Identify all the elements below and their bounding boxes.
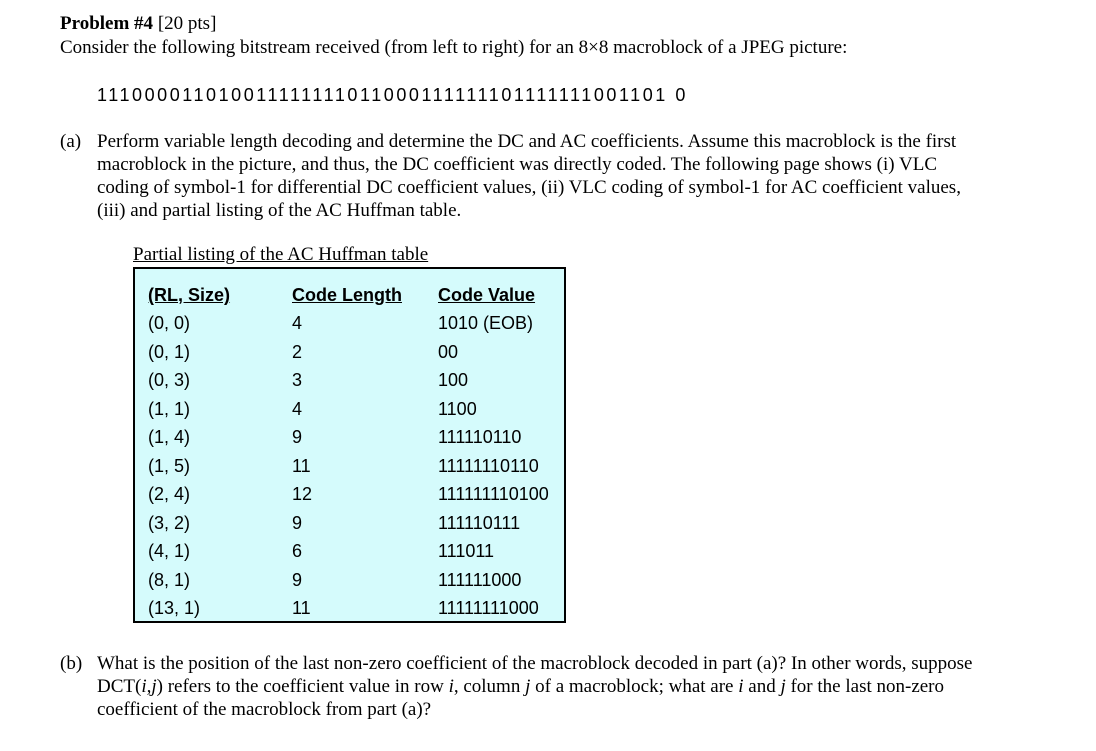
part-a-line: (iii) and partial listing of the AC Huffman table. [97, 200, 462, 221]
table-row [135, 312, 564, 340]
table-row [135, 597, 564, 625]
cell-code-length: 6 [292, 541, 303, 561]
cell-code-length: 11 [292, 456, 311, 476]
text-run: and [743, 676, 781, 697]
cell-code-value: 111110111 [438, 513, 521, 533]
table-row [135, 455, 564, 483]
cell-rl-size: (3, 2) [148, 513, 191, 533]
column-header-code-value: Code Value [438, 285, 536, 305]
table-row [135, 569, 564, 597]
cell-code-length: 12 [292, 484, 313, 504]
cell-code-value: 11111111000 [438, 598, 539, 618]
cell-code-value: 111111000 [438, 570, 522, 590]
index-i: i [738, 676, 744, 697]
cell-rl-size: (1, 5) [148, 456, 191, 476]
problem-label: Problem #4 [60, 13, 154, 34]
text-run: , column [453, 676, 526, 697]
problem-title [60, 13, 216, 35]
cell-code-value: 100 [438, 370, 469, 390]
part-b-line [97, 675, 1037, 698]
table-row [135, 341, 564, 369]
part-a-line: Perform variable length decoding and determine the DC and AC coefficients. Assume this macroblock is the first [97, 131, 957, 152]
cell-code-length: 9 [292, 513, 303, 533]
table-row [135, 398, 564, 426]
part-a-text [97, 130, 1037, 222]
cell-code-value: 11111110110 [438, 456, 539, 476]
column-header-rl-size: (RL, Size) [148, 285, 231, 305]
column-header-code-length: Code Length [292, 285, 402, 305]
cell-code-value: 111111110100 [438, 484, 549, 504]
text-run: ) refers to the coefficient value in row [156, 676, 449, 697]
table-row [135, 426, 564, 454]
cell-code-value: 111110110 [438, 427, 522, 447]
cell-code-value: 1010 (EOB) [438, 313, 534, 333]
cell-code-length: 4 [292, 399, 303, 419]
cell-code-length: 4 [292, 313, 303, 333]
cell-rl-size: (1, 4) [148, 427, 191, 447]
cell-rl-size: (0, 3) [148, 370, 191, 390]
table-row [135, 512, 564, 540]
table-row [135, 369, 564, 397]
cell-rl-size: (2, 4) [148, 484, 191, 504]
text-run: for the last non-zero [785, 676, 945, 697]
cell-code-length: 9 [292, 427, 303, 447]
cell-code-length: 9 [292, 570, 303, 590]
text-run: DCT( [97, 676, 142, 697]
part-a-line: macroblock in the picture, and thus, the DC coefficient was directly coded. The following page shows (i) VLC [97, 154, 938, 175]
index-j: j [780, 676, 786, 697]
table-row [135, 540, 564, 568]
cell-code-value: 1100 [438, 399, 477, 419]
cell-rl-size: (0, 0) [148, 313, 191, 333]
cell-rl-size: (0, 1) [148, 342, 191, 362]
part-b-line: coefficient of the macroblock from part (a)? [97, 699, 432, 720]
cell-code-length: 11 [292, 598, 311, 618]
table-caption: Partial listing of the AC Huffman table [133, 244, 429, 265]
part-a-label: (a) [60, 131, 82, 152]
part-b-line: What is the position of the last non-zero coefficient of the macroblock decoded in part (a)? In other words, suppose [97, 653, 973, 674]
cell-code-value: 111011 [438, 541, 495, 561]
part-b-label: (b) [60, 653, 83, 674]
part-b-text [97, 652, 1037, 721]
cell-rl-size: (4, 1) [148, 541, 191, 561]
cell-code-length: 2 [292, 342, 303, 362]
cell-rl-size: (13, 1) [148, 598, 201, 618]
cell-code-value: 00 [438, 342, 459, 362]
part-a-line: coding of symbol-1 for differential DC coefficient values, (ii) VLC coding of symbol-1 for AC coefficient values, [97, 177, 961, 198]
table-row [135, 483, 564, 511]
index-i: i [448, 676, 454, 697]
cell-rl-size: (1, 1) [148, 399, 191, 419]
problem-points: [20 pts] [153, 13, 217, 34]
text-run: of a macroblock; what are [530, 676, 739, 697]
index-j: j [525, 676, 531, 697]
ac-huffman-table [133, 267, 566, 623]
cell-rl-size: (8, 1) [148, 570, 191, 590]
index-ij: i,j [141, 676, 157, 697]
problem-intro: Consider the following bitstream received (from left to right) for an 8×8 macroblock of a JPEG picture: [60, 37, 848, 58]
bitstream: 111000011010011111111011000111111101111111001101 0 [97, 85, 688, 105]
cell-code-length: 3 [292, 370, 303, 390]
